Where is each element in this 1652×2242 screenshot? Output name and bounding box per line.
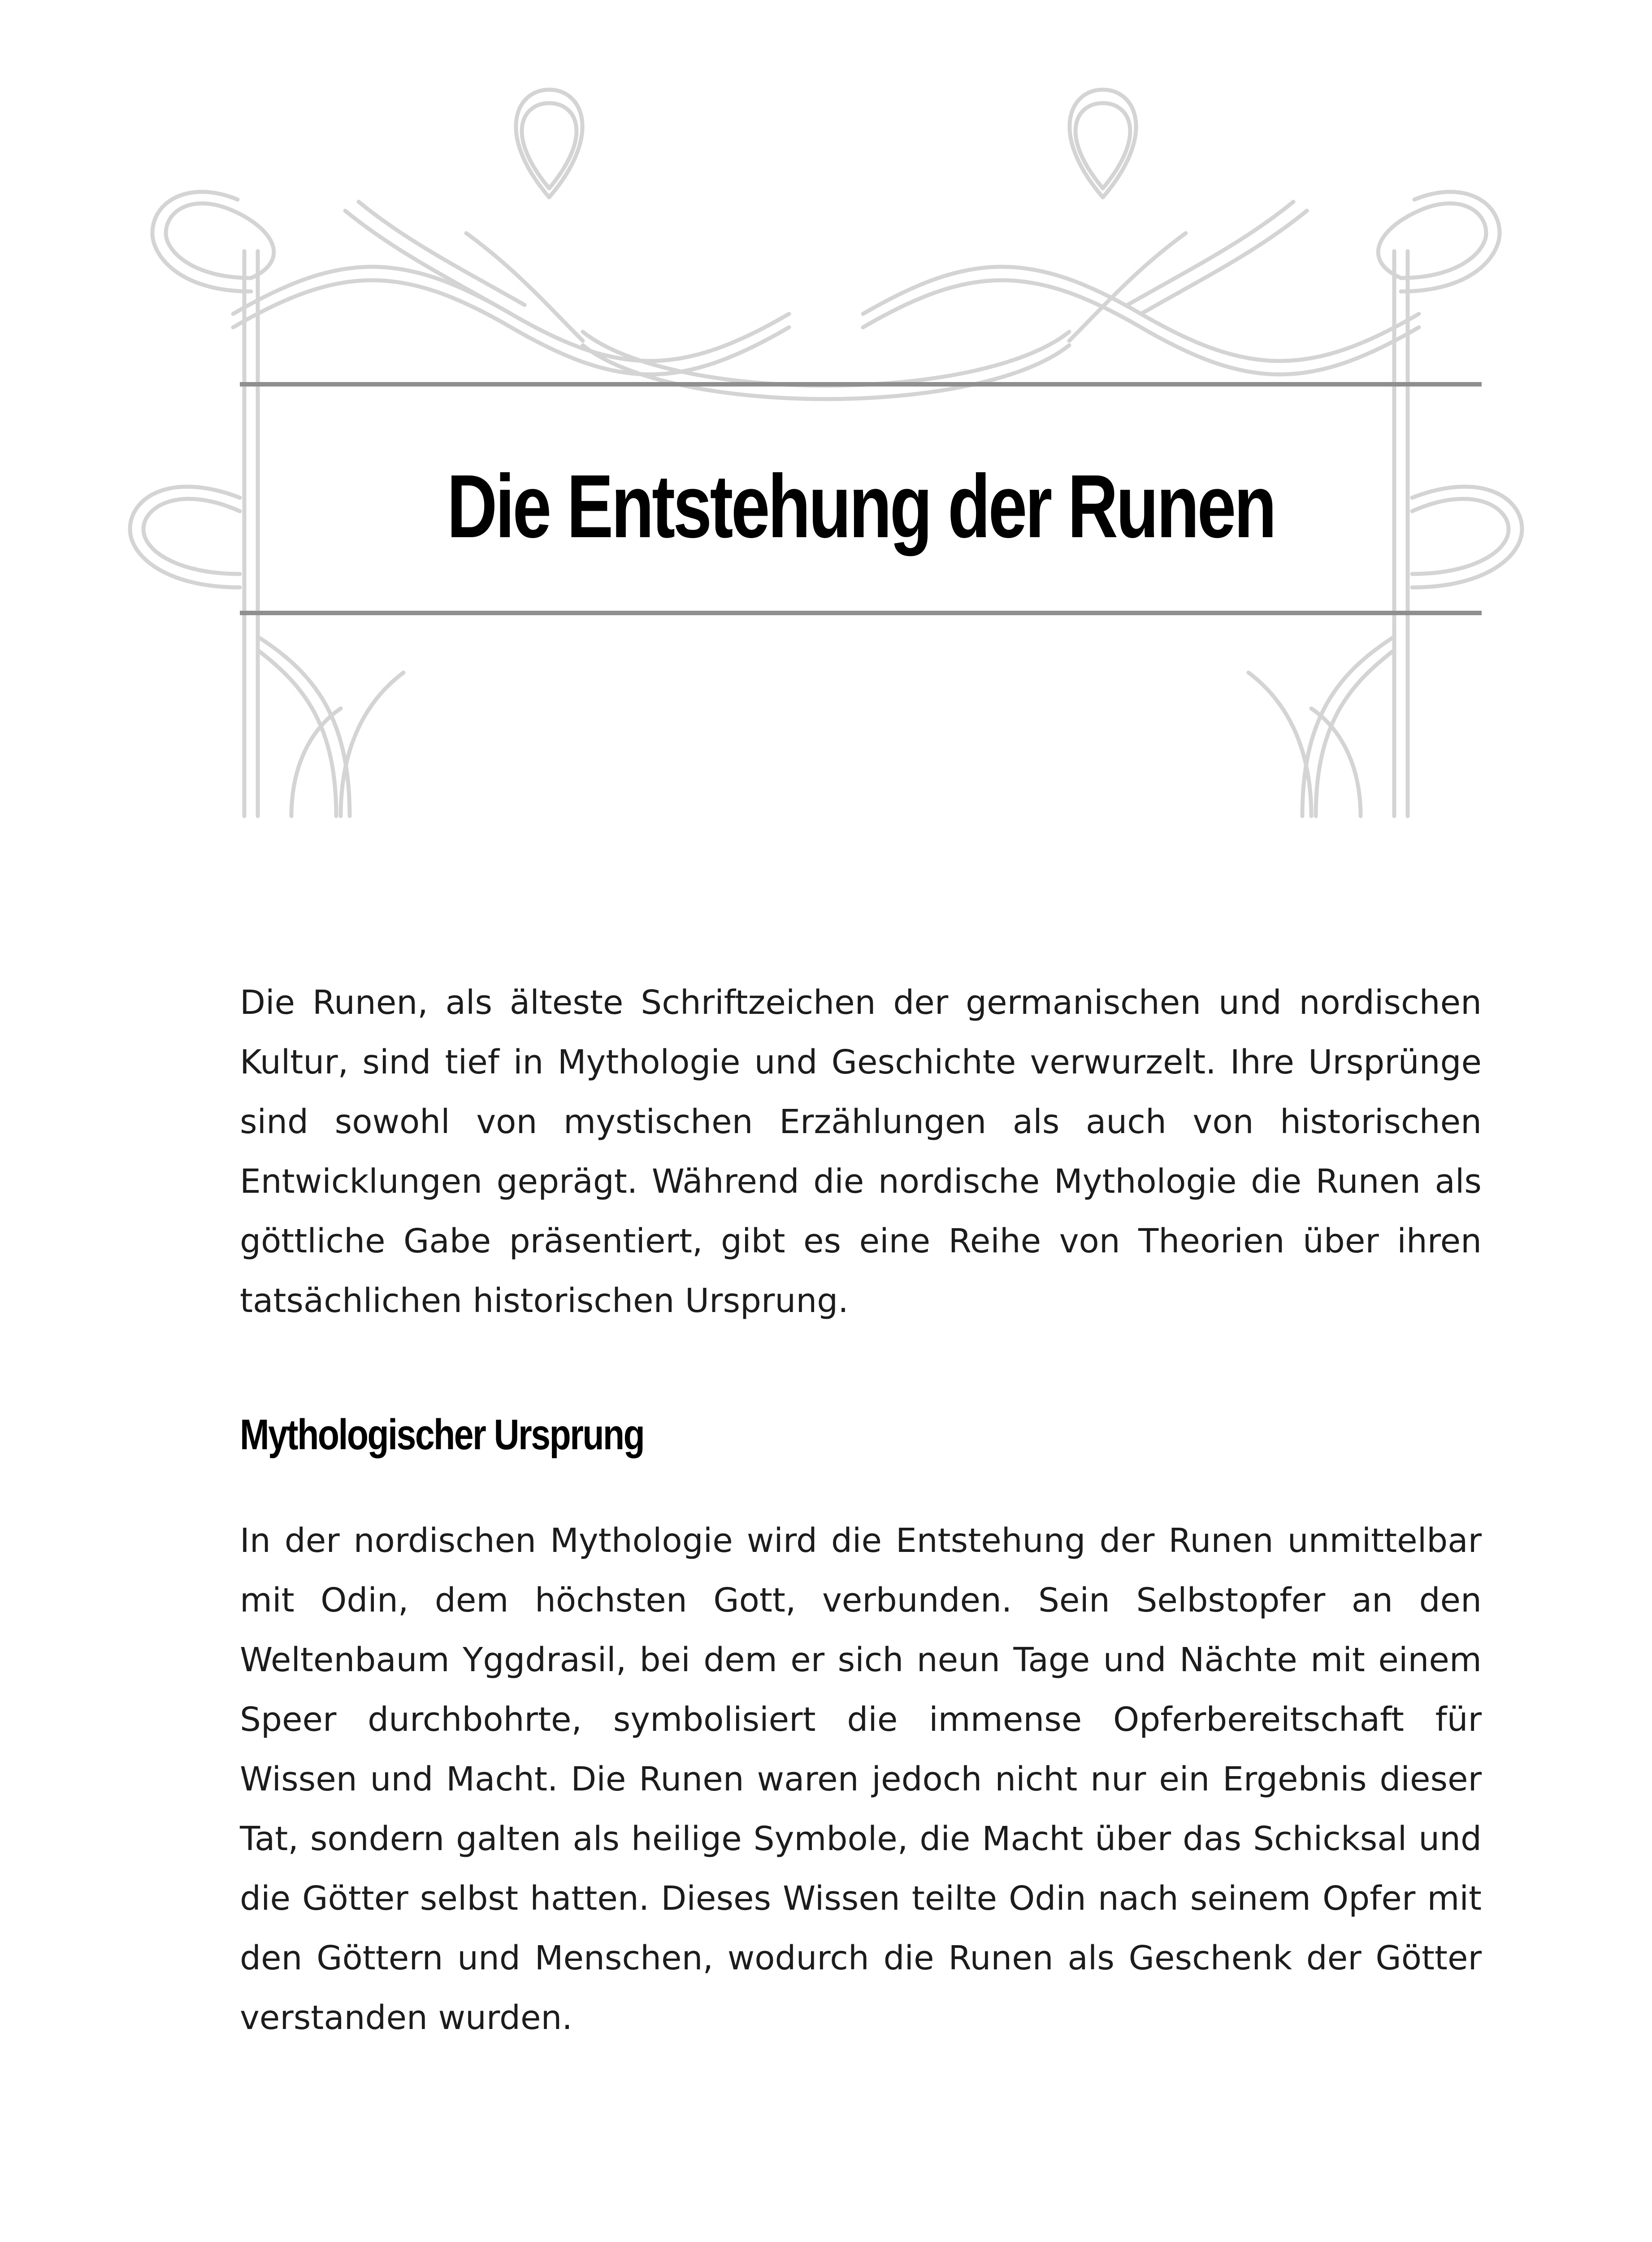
section-paragraph: In der nordischen Mythologie wird die Entstehung der Runen unmittelbar mit Odin, dem höchsten Gott, verbunden. Sein Selbstopfer an den Weltenbaum Yggdrasil, bei dem er sich neun Tage und Nächte mit einem Speer durchbohrte, symbolisiert die immense Opferbereitschaft für Wissen und Macht. Die Runen waren jedoch nicht nur ein Ergebnis dieser Tat, sondern galten als heilige Symbole, die Macht über das Schicksal und die Götter selbst hatten. Dieses Wissen teilte Odin nach seinem Opfer mit den Göttern und Menschen, wodurch die Runen als Geschenk der Götter verstanden wurden. <box>240 1521 1482 2037</box>
chapter-title: Die Entstehung der Runen <box>447 456 1275 556</box>
title-rule-bottom <box>240 611 1482 615</box>
intro-paragraph: Die Runen, als älteste Schriftzeichen der germanischen und nordischen Kultur, sind tief in Mythologie und Geschichte verwurzelt. Ihre Ursprünge sind sowohl von mystischen Erzählungen als auch von historischen Entwicklungen geprägt. Während die nordische Mythologie die Runen als göttliche Gabe präsentiert, gibt es eine Reihe von Theorien über ihren tatsächlichen historischen Ursprung. <box>240 983 1482 1320</box>
section-heading: Mythologischer Ursprung <box>240 1411 644 1459</box>
celtic-knot-ornament <box>0 0 1652 852</box>
title-rule-top <box>240 382 1482 387</box>
